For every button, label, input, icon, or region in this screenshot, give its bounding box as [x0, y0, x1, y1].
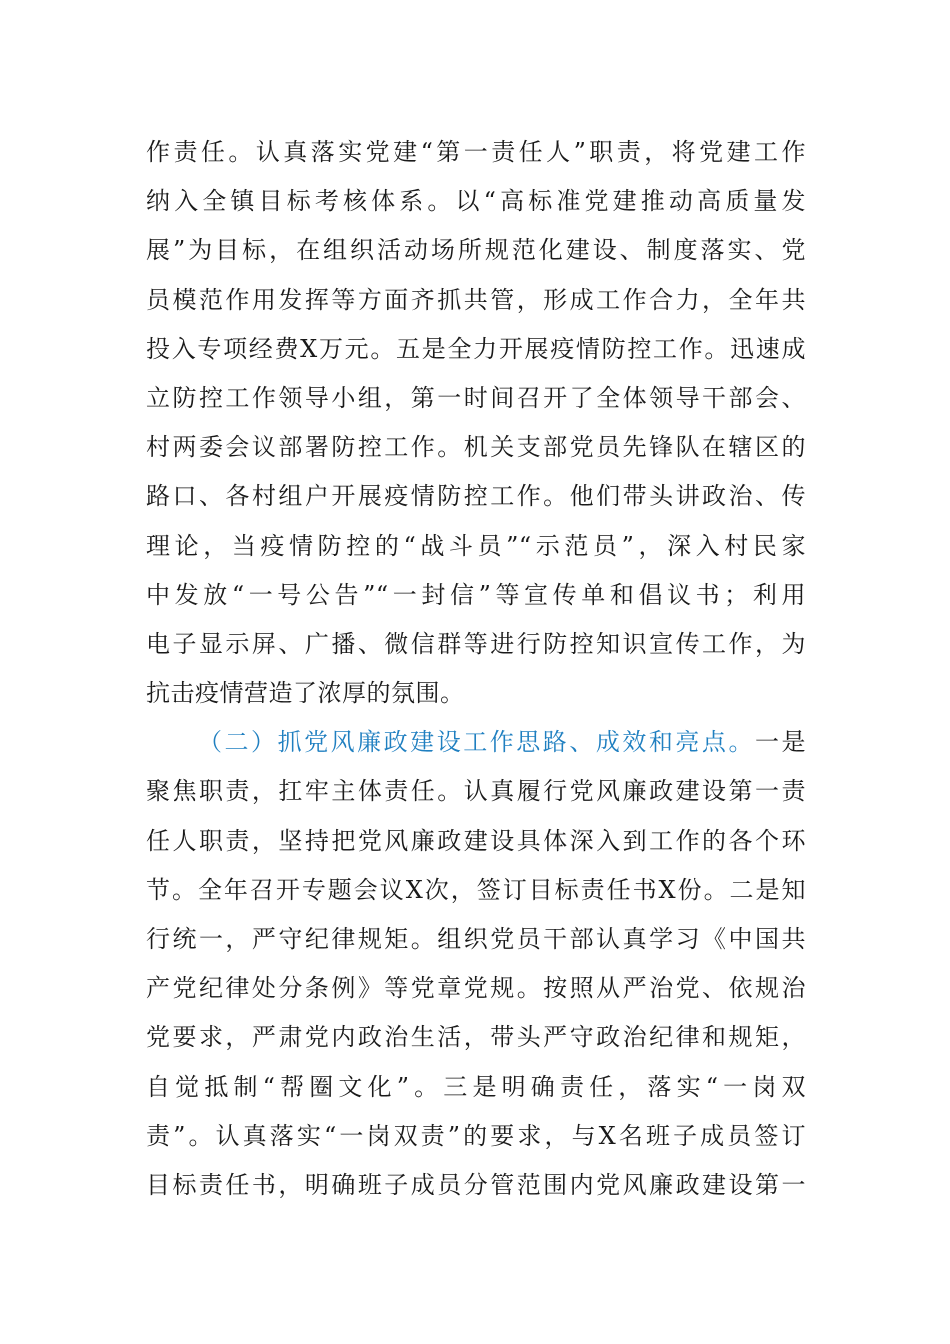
- paragraph-line: 作责任。认真落实党建“第一责任人”职责，将党建工作: [146, 138, 806, 166]
- paragraph-line: 责”。认真落实“一岗双责”的要求，与X名班子成员签订: [146, 1121, 806, 1150]
- paragraph-line: 员模范作用发挥等方面齐抓共管，形成工作合力，全年共: [146, 285, 806, 314]
- paragraph-line: 产党纪律处分条例》等党章党规。按照从严治党、依规治: [146, 974, 806, 1003]
- paragraph-line: 目标责任书，明确班子成员分管范围内党风廉政建设第一: [146, 1170, 806, 1199]
- body-text: [146, 128, 806, 1210]
- paragraph-line: 理论，当疫情防控的“战斗员”“示范员”，深入村民家: [146, 531, 806, 560]
- paragraph-line: 电子显示屏、广播、微信群等进行防控知识宣传工作，为: [146, 629, 806, 658]
- paragraph-line: 中发放“一号公告”“一封信”等宣传单和倡议书；利用: [146, 580, 806, 609]
- paragraph-line: 抗击疫情营造了浓厚的氛围。: [146, 679, 465, 708]
- section-heading: （二）抓党风廉政建设工作思路、成效和亮点。: [198, 728, 755, 757]
- paragraph-line: 村两委会议部署防控工作。机关支部党员先锋队在辖区的: [146, 433, 806, 462]
- paragraph-line: 投入专项经费X万元。五是全力开展疫情防控工作。迅速成: [146, 334, 806, 363]
- heading-line-rest: 一是: [754, 728, 806, 757]
- paragraph-line: 自觉抵制“帮圈文化”。三是明确责任，落实“一岗双: [146, 1072, 806, 1101]
- paragraph-line: 立防控工作领导小组，第一时间召开了全体领导干部会、: [146, 383, 806, 412]
- paragraph-line: 聚焦职责，扛牢主体责任。认真履行党风廉政建设第一责: [146, 777, 806, 806]
- paragraph-line: 纳入全镇目标考核体系。以“高标准党建推动高质量发: [146, 187, 806, 216]
- paragraph-line: 行统一，严守纪律规矩。组织党员干部认真学习《中国共: [146, 925, 806, 953]
- paragraph-line: 节。全年召开专题会议X次，签订目标责任书X份。二是知: [146, 875, 806, 904]
- paragraph-line: 任人职责，坚持把党风廉政建设具体深入到工作的各个环: [146, 826, 806, 855]
- section-heading-line: [146, 718, 806, 767]
- paragraph-line: 展”为目标，在组织活动场所规范化建设、制度落实、党: [146, 236, 806, 265]
- paragraph-line: 路口、各村组户开展疫情防控工作。他们带头讲政治、传: [146, 482, 806, 511]
- paragraph-line: 党要求，严肃党内政治生活，带头严守政治纪律和规矩，: [146, 1023, 806, 1052]
